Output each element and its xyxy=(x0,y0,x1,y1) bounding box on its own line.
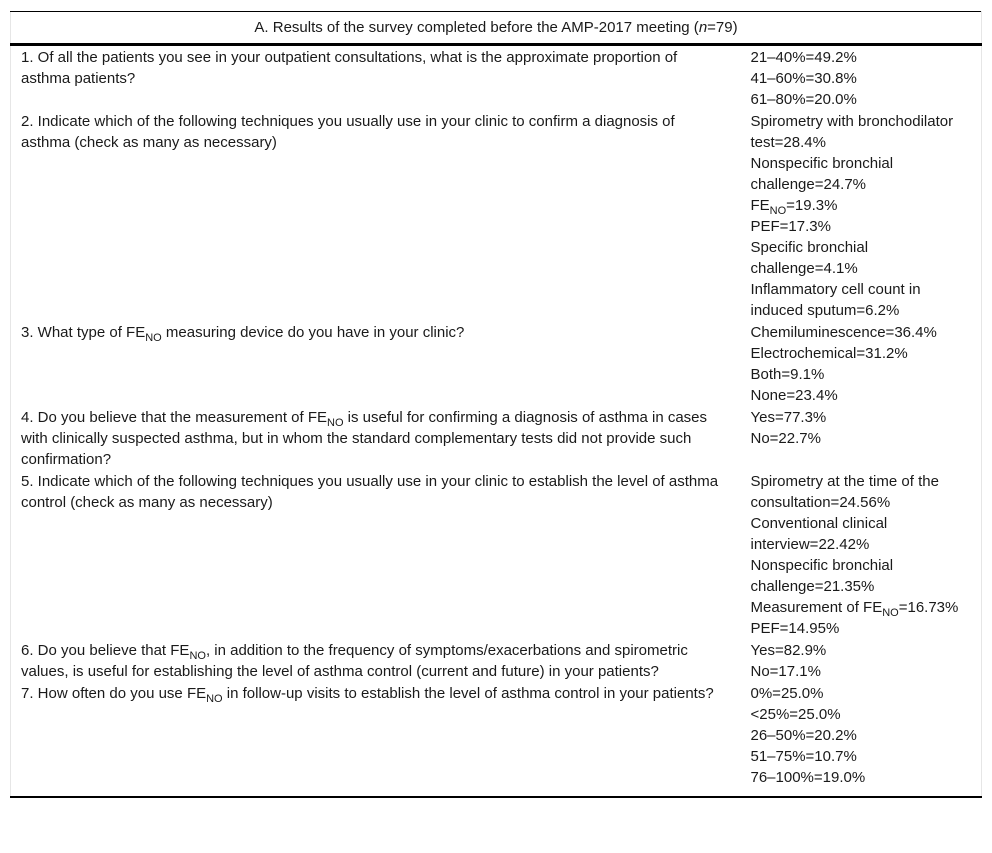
answer-cell xyxy=(741,682,982,797)
text-segment: 7. How often do you use FE xyxy=(21,685,207,702)
text-segment: Measurement of FE xyxy=(750,599,883,616)
text-segment: Electrochemical=31.2% xyxy=(750,345,908,362)
answer-cell xyxy=(741,406,982,470)
answer-option xyxy=(751,237,974,279)
text-segment: 76–100%=19.0% xyxy=(750,769,866,786)
question-cell xyxy=(11,45,741,111)
answer-option xyxy=(751,428,974,449)
text-segment: =19.3% xyxy=(786,197,838,214)
text-segment: 4. Do you believe that the measurement of FE xyxy=(21,409,327,426)
text-segment: <25%=25.0% xyxy=(750,706,841,723)
text-segment: No=22.7% xyxy=(750,430,821,447)
answer-option xyxy=(751,322,974,343)
survey-results-table xyxy=(10,11,982,798)
table-body xyxy=(11,45,982,798)
text-segment: 5. Indicate which of the following techniques you usually use in your clinic to establish the level of asthma control (check as many as necessary) xyxy=(21,473,719,511)
text-segment: Inflammatory cell count in induced sputum=6.2% xyxy=(750,281,921,319)
text-segment: 3. What type of FE xyxy=(21,324,146,341)
answer-cell xyxy=(741,110,982,321)
question-cell xyxy=(11,639,741,682)
answer-option xyxy=(751,407,974,428)
text-segment: 6. Do you believe that FE xyxy=(21,642,190,659)
text-segment: FE xyxy=(750,197,770,214)
question-cell xyxy=(11,470,741,639)
answer-option xyxy=(751,89,974,110)
text-segment: PEF=17.3% xyxy=(750,218,831,235)
text-segment: Spirometry at the time of the consultation=24.56% xyxy=(750,473,939,511)
answer-option xyxy=(751,47,974,68)
table-row xyxy=(11,45,982,111)
text-segment: Conventional clinical interview=22.42% xyxy=(750,515,888,553)
answer-option xyxy=(751,767,974,788)
answer-cell xyxy=(741,321,982,406)
subscript: NO xyxy=(206,693,223,705)
text-segment: PEF=14.95% xyxy=(750,620,840,637)
survey-results-table-container xyxy=(10,11,981,798)
table-row xyxy=(11,639,982,682)
text-segment: Both=9.1% xyxy=(750,366,825,383)
text-segment: 26–50%=20.2% xyxy=(750,727,857,744)
text-segment: Nonspecific bronchial challenge=21.35% xyxy=(750,557,894,595)
text-segment: 21–40%=49.2% xyxy=(750,49,857,66)
text-segment: 61–80%=20.0% xyxy=(750,91,857,108)
question-cell xyxy=(11,406,741,470)
question-cell xyxy=(11,321,741,406)
text-segment: 51–75%=10.7% xyxy=(750,748,857,765)
answer-option xyxy=(751,704,974,725)
answer-option xyxy=(751,385,974,406)
text-segment: Chemiluminescence=36.4% xyxy=(750,324,937,341)
answer-option xyxy=(751,661,974,682)
text-segment: in follow-up visits to establish the level of asthma control in your patients? xyxy=(222,685,714,702)
answer-option xyxy=(751,683,974,704)
answer-option xyxy=(751,195,974,216)
table-row xyxy=(11,110,982,321)
answer-option xyxy=(751,555,974,597)
table-row xyxy=(11,321,982,406)
table-row xyxy=(11,470,982,639)
answer-option xyxy=(751,513,974,555)
answer-option xyxy=(751,111,974,153)
title-n-label: n xyxy=(698,19,708,36)
answer-option xyxy=(751,725,974,746)
answer-option xyxy=(751,618,974,639)
subscript: NO xyxy=(189,650,206,662)
answer-option xyxy=(751,746,974,767)
table-row xyxy=(11,406,982,470)
text-segment: 0%=25.0% xyxy=(750,685,824,702)
text-segment: , in addition to the frequency of symptoms/exacerbations and spirometric values, is useful for establishing the level of asthma control (current and future) in your patients? xyxy=(21,642,688,680)
text-segment: measuring device do you have in your clinic? xyxy=(161,324,465,341)
answer-option xyxy=(751,471,974,513)
text-segment: No=17.1% xyxy=(750,663,821,680)
table-row xyxy=(11,682,982,797)
title-suffix: =79) xyxy=(707,19,738,36)
answer-option xyxy=(751,68,974,89)
answer-option xyxy=(751,364,974,385)
answer-cell xyxy=(741,639,982,682)
subscript: NO xyxy=(769,205,787,217)
answer-option xyxy=(751,153,974,195)
text-segment: 2. Indicate which of the following techniques you usually use in your clinic to confirm a diagnosis of asthma (check as many as necessary) xyxy=(21,113,675,151)
text-segment: Nonspecific bronchial challenge=24.7% xyxy=(750,155,894,193)
text-segment: =16.73% xyxy=(898,599,959,616)
answer-cell xyxy=(741,45,982,111)
text-segment: 1. Of all the patients you see in your outpatient consultations, what is the approximate proportion of asthma patients? xyxy=(21,49,678,87)
subscript: NO xyxy=(882,607,899,619)
text-segment: None=23.4% xyxy=(750,387,838,404)
table-header-row xyxy=(11,12,982,45)
text-segment: Yes=77.3% xyxy=(750,409,827,426)
text-segment: Specific bronchial challenge=4.1% xyxy=(750,239,869,277)
answer-cell xyxy=(741,470,982,639)
subscript: NO xyxy=(145,332,162,344)
answer-option xyxy=(751,597,974,618)
subscript: NO xyxy=(327,417,344,429)
text-segment: Yes=82.9% xyxy=(750,642,827,659)
title-prefix: A. Results of the survey completed before the AMP-2017 meeting ( xyxy=(254,19,699,36)
answer-option xyxy=(751,216,974,237)
answer-option xyxy=(751,279,974,321)
question-cell xyxy=(11,682,741,797)
answer-option xyxy=(751,640,974,661)
answer-option xyxy=(751,343,974,364)
text-segment: 41–60%=30.8% xyxy=(750,70,857,87)
table-title xyxy=(11,12,982,45)
text-segment: Spirometry with bronchodilator test=28.4% xyxy=(750,113,954,151)
text-segment: is useful for confirming a diagnosis of asthma in cases with clinically suspected asthma, but in whom the standard complementary tests did not provide such confirmation? xyxy=(21,409,708,468)
question-cell xyxy=(11,110,741,321)
